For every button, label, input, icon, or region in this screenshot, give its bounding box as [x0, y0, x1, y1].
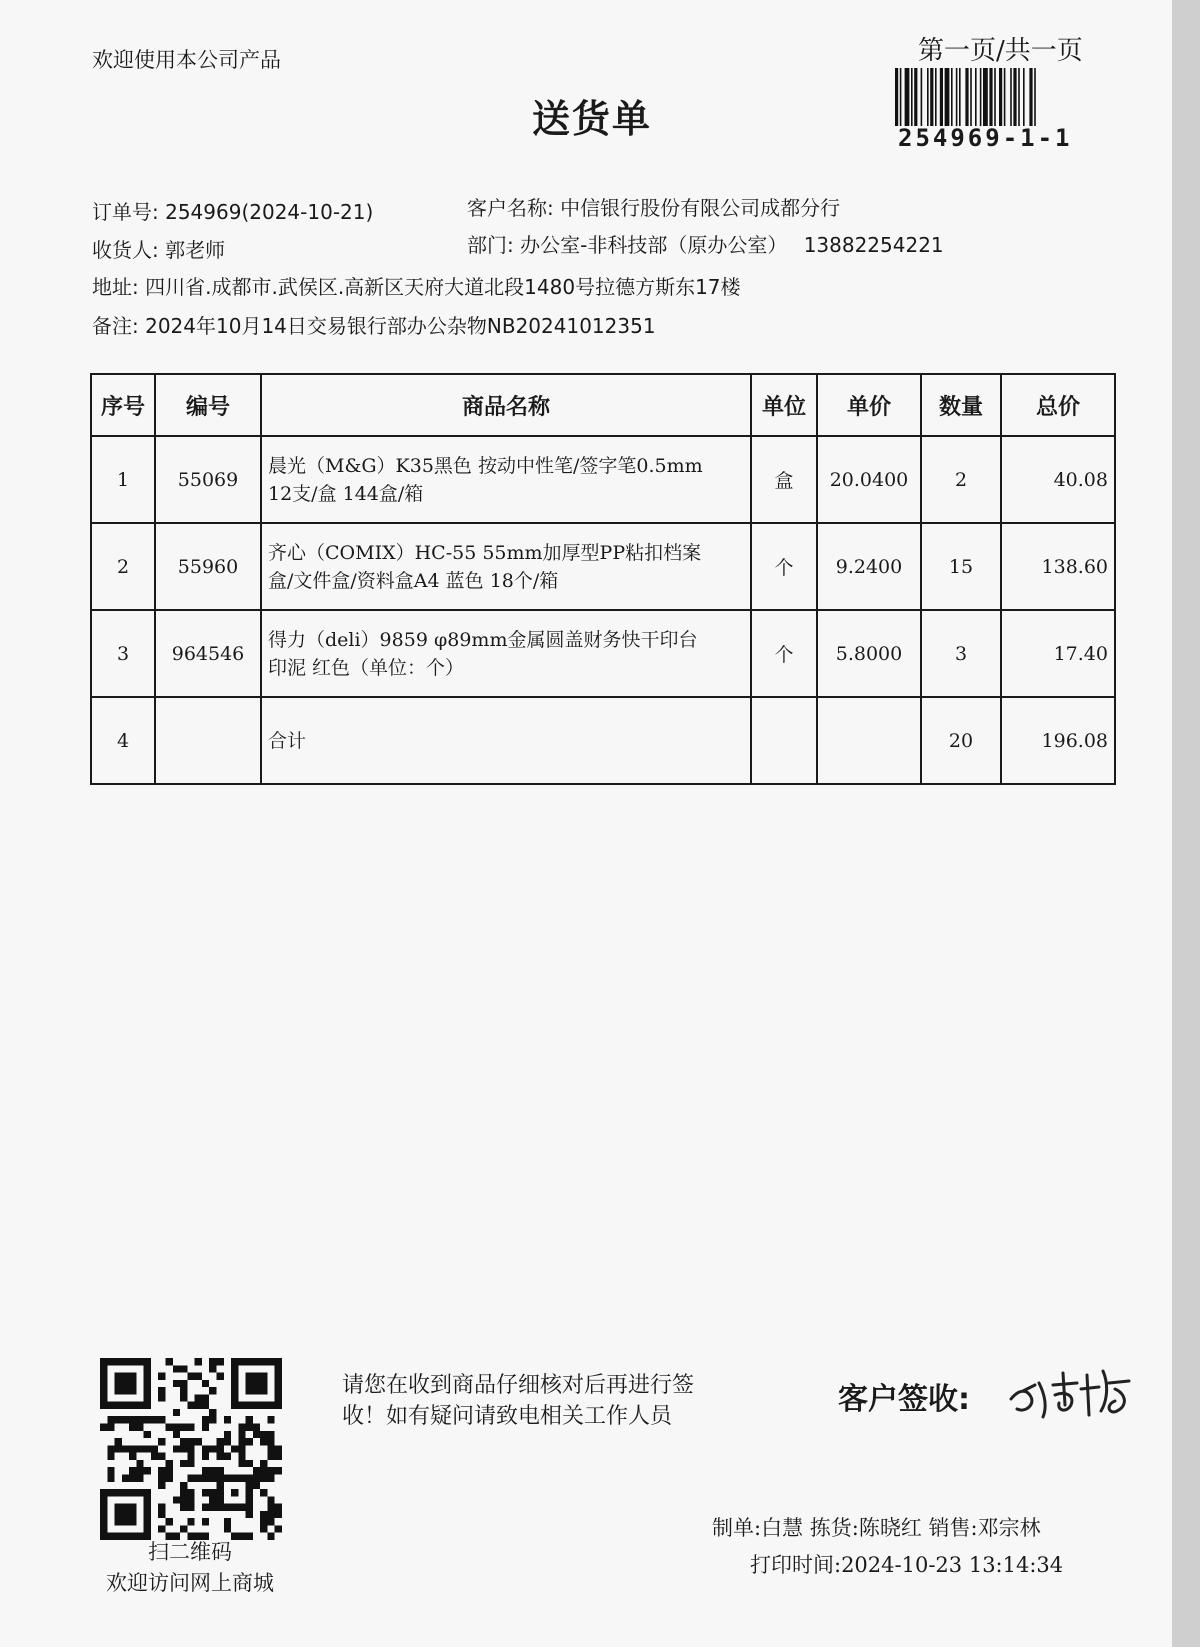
address-label: 地址: — [92, 275, 139, 299]
header-seq: 序号 — [91, 374, 155, 436]
cell-unit-price: 20.0400 — [817, 436, 921, 523]
verification-notice — [342, 1370, 694, 1432]
cell-total: 17.40 — [1001, 610, 1115, 697]
handwritten-signature — [1005, 1355, 1137, 1425]
table-header-row — [91, 374, 1115, 436]
cell-code: 55960 — [155, 523, 261, 610]
cell-unit — [751, 697, 817, 784]
cell-quantity: 15 — [921, 523, 1001, 610]
cell-quantity: 2 — [921, 436, 1001, 523]
barcode-number: 254969-1-1 — [898, 124, 1073, 152]
header-unit-price: 单价 — [817, 374, 921, 436]
qr-code-image — [100, 1358, 282, 1540]
remark-label: 备注: — [92, 314, 139, 338]
table-row — [91, 436, 1115, 523]
cell-unit-price: 5.8000 — [817, 610, 921, 697]
receiver-row — [92, 234, 225, 263]
phone-number: 13882254221 — [803, 233, 944, 257]
cell-total: 40.08 — [1001, 436, 1115, 523]
receiver-value: 郭老师 — [165, 238, 226, 262]
staff-info: 制单:白慧 拣货:陈晓红 销售:邓宗林 — [712, 1516, 1041, 1540]
department-value: 办公室-非科技部（原办公室） — [520, 233, 788, 257]
order-number-row — [92, 196, 373, 225]
header-total: 总价 — [1001, 374, 1115, 436]
product-name-line: 印泥 红色（单位：个） — [268, 656, 465, 679]
page-edge — [1172, 0, 1200, 1647]
page-indicator: 第一页/共一页 — [918, 36, 1083, 66]
order-number-label: 订单号: — [92, 200, 159, 224]
cell-product-name — [261, 610, 751, 697]
qr-caption — [80, 1537, 300, 1599]
remark-row — [92, 310, 656, 339]
cell-seq: 3 — [91, 610, 155, 697]
cell-seq: 2 — [91, 523, 155, 610]
cell-unit: 个 — [751, 610, 817, 697]
items-table — [90, 373, 1116, 785]
customer-name-row — [467, 192, 840, 221]
barcode-image — [895, 68, 1105, 126]
product-name-line: 盒/文件盒/资料盒A4 蓝色 18个/箱 — [268, 569, 559, 592]
product-name-line: 晨光（M&G）K35黑色 按动中性笔/签字笔0.5mm — [268, 454, 703, 477]
table-total-row — [91, 697, 1115, 784]
table-row — [91, 523, 1115, 610]
cell-total: 138.60 — [1001, 523, 1115, 610]
cell-total: 196.08 — [1001, 697, 1115, 784]
welcome-text: 欢迎使用本公司产品 — [92, 48, 281, 72]
cell-product-name — [261, 523, 751, 610]
customer-name-label: 客户名称: — [467, 196, 554, 220]
table-row — [91, 610, 1115, 697]
cell-seq: 1 — [91, 436, 155, 523]
address-row — [92, 271, 741, 300]
customer-signature-label: 客户签收: — [838, 1382, 970, 1417]
header-product-name: 商品名称 — [261, 374, 751, 436]
cell-code — [155, 697, 261, 784]
department-row — [467, 229, 944, 258]
department-label: 部门: — [467, 233, 514, 257]
header-quantity: 数量 — [921, 374, 1001, 436]
cell-unit: 盒 — [751, 436, 817, 523]
qr-caption-scan: 扫二维码 — [148, 1540, 232, 1564]
print-time: 打印时间:2024-10-23 13:14:34 — [750, 1553, 1064, 1577]
cell-unit: 个 — [751, 523, 817, 610]
receiver-label: 收货人: — [92, 238, 159, 262]
qr-caption-shop: 欢迎访问网上商城 — [106, 1571, 274, 1595]
product-name-line: 齐心（COMIX）HC-55 55mm加厚型PP粘扣档案 — [268, 541, 702, 564]
cell-quantity: 20 — [921, 697, 1001, 784]
cell-unit-price — [817, 697, 921, 784]
total-label: 合计 — [268, 729, 307, 752]
cell-product-name — [261, 436, 751, 523]
cell-seq: 4 — [91, 697, 155, 784]
customer-name-value: 中信银行股份有限公司成都分行 — [560, 196, 841, 220]
cell-code: 964546 — [155, 610, 261, 697]
header-code: 编号 — [155, 374, 261, 436]
header-unit: 单位 — [751, 374, 817, 436]
cell-product-name — [261, 697, 751, 784]
cell-code: 55069 — [155, 436, 261, 523]
product-name-line: 得力（deli）9859 φ89mm金属圆盖财务快干印台 — [268, 628, 698, 651]
order-number-value: 254969(2024-10-21) — [165, 200, 374, 224]
document-title: 送货单 — [532, 97, 653, 141]
remark-value: 2024年10月14日交易银行部办公杂物NB20241012351 — [145, 314, 656, 338]
product-name-line: 12支/盒 144盒/箱 — [268, 482, 424, 505]
cell-quantity: 3 — [921, 610, 1001, 697]
address-value: 四川省.成都市.武侯区.高新区天府大道北段1480号拉德方斯东17楼 — [145, 275, 741, 299]
notice-line: 请您在收到商品仔细核对后再进行签 — [342, 1373, 695, 1398]
cell-unit-price: 9.2400 — [817, 523, 921, 610]
notice-line: 收！如有疑问请致电相关工作人员 — [342, 1404, 673, 1429]
